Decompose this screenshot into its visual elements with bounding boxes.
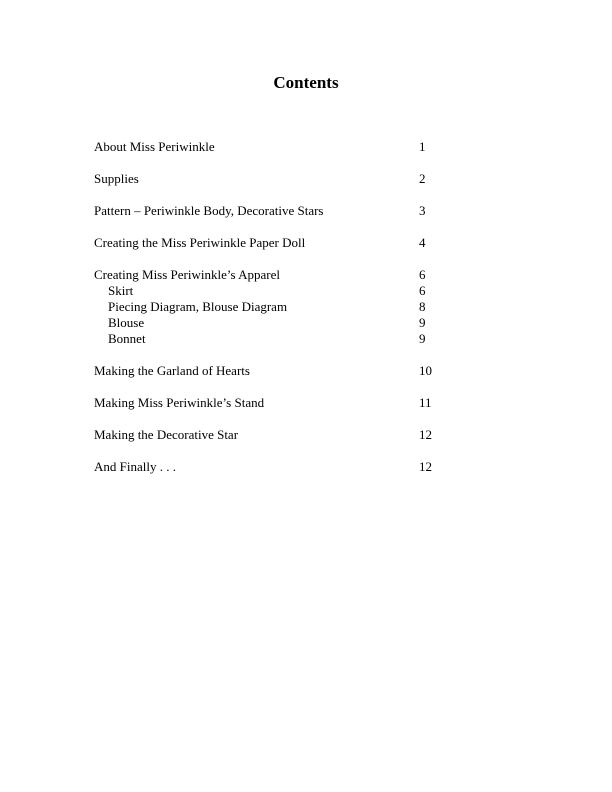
toc-subentry-page: 9 [419, 331, 426, 346]
toc-entry-label: Making the Garland of Hearts [94, 363, 250, 378]
toc-subentry-page: 9 [419, 315, 426, 330]
toc-entry [94, 267, 454, 283]
toc-entry [94, 363, 454, 379]
toc-entry [94, 171, 454, 187]
toc-entry [94, 395, 454, 411]
toc-subentry [94, 331, 454, 347]
toc-entry [94, 235, 454, 251]
toc-entry-page: 10 [419, 363, 432, 378]
toc-entry [94, 139, 454, 155]
toc-subentry [94, 299, 454, 315]
toc-entry-page: 12 [419, 459, 432, 474]
table-of-contents [94, 139, 454, 491]
toc-entry-page: 12 [419, 427, 432, 442]
toc-subentry [94, 283, 454, 299]
toc-entry-page: 1 [419, 139, 426, 154]
toc-entry-label: Making Miss Periwinkle’s Stand [94, 395, 265, 410]
toc-entry-page: 11 [419, 395, 432, 410]
toc-entry-label: Creating Miss Periwinkle’s Apparel [94, 267, 280, 282]
toc-entry-label: Creating the Miss Periwinkle Paper Doll [94, 235, 306, 250]
toc-entry-page: 4 [419, 235, 426, 250]
toc-entry-page: 6 [419, 267, 426, 282]
toc-entry-label: About Miss Periwinkle [94, 139, 215, 154]
toc-entry [94, 427, 454, 443]
toc-subentry-label: Blouse [108, 315, 145, 330]
toc-subentry-page: 8 [419, 299, 426, 314]
toc-subentry-page: 6 [419, 283, 426, 298]
toc-entry-label: Supplies [94, 171, 139, 186]
toc-subentry [94, 315, 454, 331]
page-title: Contents [273, 73, 339, 92]
toc-subentry-label: Skirt [108, 283, 134, 298]
toc-entry-label: Making the Decorative Star [94, 427, 239, 442]
toc-entry-label: And Finally . . . [94, 459, 176, 474]
toc-entry [94, 459, 454, 475]
toc-entry [94, 203, 454, 219]
toc-entry-page: 2 [419, 171, 426, 186]
toc-entry-label: Pattern – Periwinkle Body, Decorative Stars [94, 203, 324, 218]
toc-subentry-label: Piecing Diagram, Blouse Diagram [108, 299, 288, 314]
toc-entry-page: 3 [419, 203, 426, 218]
toc-subentry-label: Bonnet [108, 331, 146, 346]
